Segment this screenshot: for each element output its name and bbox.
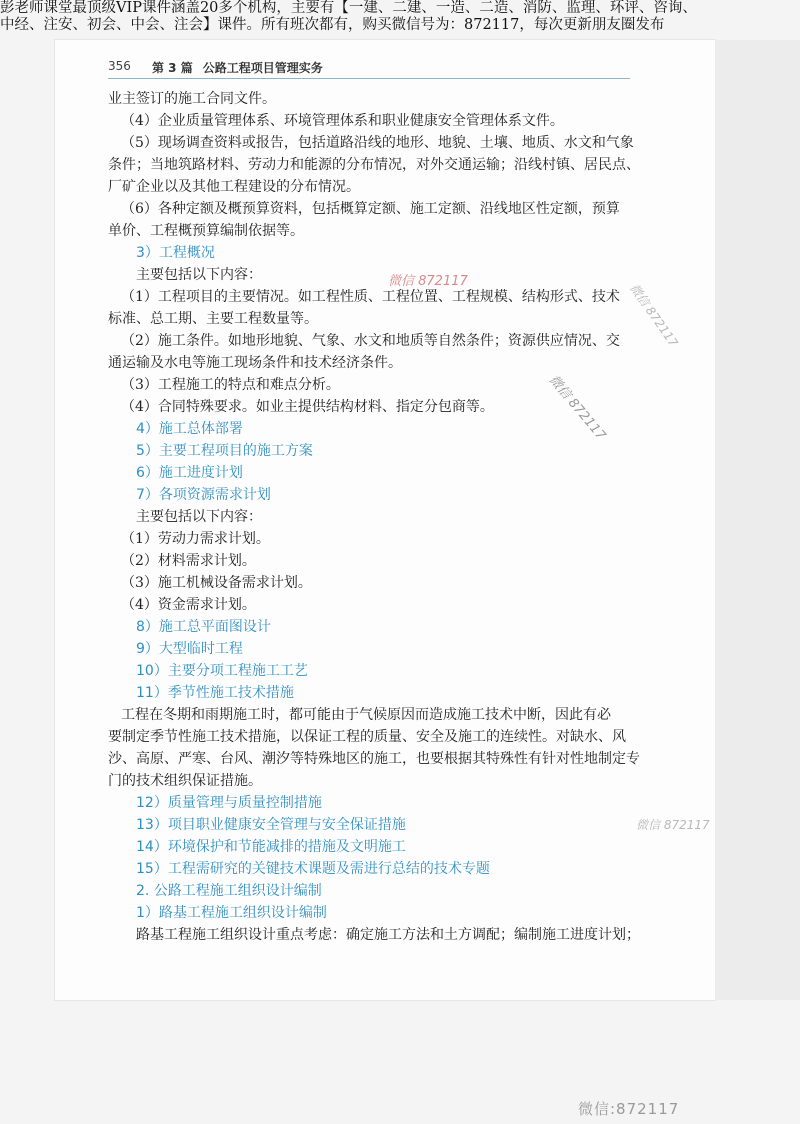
watermark-center: 微信 872117 <box>388 274 468 289</box>
text-line: （4）企业质量管理体系、环境管理体系和职业健康安全管理体系文件。 <box>121 113 564 129</box>
section-heading: 10）主要分项工程施工工艺 <box>136 663 308 679</box>
text-line: （6）各种定额及概预算资料，包括概算定额、施工定额、沿线地区性定额，预算 <box>121 201 620 217</box>
text-line: （4）合同特殊要求。如业主提供结构材料、指定分包商等。 <box>121 399 494 415</box>
text-line: 工程在冬期和雨期施工时，都可能由于气候原因而造成施工技术中断，因此有必 <box>121 707 611 723</box>
running-header <box>108 58 630 79</box>
section-heading: 7）各项资源需求计划 <box>136 487 271 503</box>
section-heading: 13）项目职业健康安全管理与安全保证措施 <box>136 817 406 833</box>
text-line: 门的技术组织保证措施。 <box>108 773 262 789</box>
text-line: 路基工程施工组织设计重点考虑：确定施工方法和土方调配；编制施工进度计划； <box>136 927 640 943</box>
watermark-footer: 微信:872117 <box>578 1100 680 1118</box>
text-line: （2）施工条件。如地形地貌、气象、水文和地质等自然条件；资源供应情况、交 <box>121 333 620 349</box>
watermark-right-top: 微信 872117 <box>626 281 681 350</box>
text-line: 沙、高原、严寒、台风、潮汐等特殊地区的施工，也要根据其特殊性有针对性地制定专 <box>108 751 640 767</box>
text-line: 通运输及水电等施工现场条件和技术经济条件。 <box>108 355 402 371</box>
text-line: （3）工程施工的特点和难点分析。 <box>121 377 340 393</box>
text-line: （1）工程项目的主要情况。如工程性质、工程位置、工程规模、结构形式、技术 <box>121 289 620 305</box>
section-heading: 8）施工总平面图设计 <box>136 619 271 635</box>
text-line: （2）材料需求计划。 <box>121 553 256 569</box>
text-line: 主要包括以下内容： <box>136 267 262 283</box>
section-heading: 9）大型临时工程 <box>136 641 243 657</box>
text-line: 厂矿企业以及其他工程建设的分布情况。 <box>108 179 360 195</box>
text-line: （5）现场调查资料或报告，包括道路沿线的地形、地貌、土壤、地质、水文和气象 <box>121 135 634 151</box>
text-line: （4）资金需求计划。 <box>121 597 256 613</box>
section-heading: 3）工程概况 <box>136 245 215 261</box>
page-margin-strip <box>715 40 800 1000</box>
section-heading: 4）施工总体部署 <box>136 421 243 437</box>
text-line: 条件；当地筑路材料、劳动力和能源的分布情况，对外交通运输；沿线村镇、居民点、 <box>108 157 640 173</box>
text-line: 主要包括以下内容： <box>136 509 262 525</box>
header-title <box>152 59 323 76</box>
section-heading: 5）主要工程项目的施工方案 <box>136 443 313 459</box>
promo-banner-line-2: 中经、注安、初会、中会、注会】课件。所有班次都有，购买微信号为：872117，每次更新朋友圈发布 <box>0 17 665 33</box>
page-number: 356 <box>108 59 131 73</box>
section-heading: 1）路基工程施工组织设计编制 <box>136 905 327 921</box>
text-line: 要制定季节性施工技术措施，以保证工程的质量、安全及施工的连续性。对缺水、风 <box>108 729 626 745</box>
watermark-right-low: 微信 872117 <box>636 818 710 832</box>
section-heading: 15）工程需研究的关键技术课题及需进行总结的技术专题 <box>136 861 490 877</box>
promo-banner-line-1: 彭老师课堂最顶级VIP课件涵盖20多个机构，主要有【一建、二建、一造、二造、消防、监理、环评、咨询、 <box>0 0 697 16</box>
section-heading: 2. 公路工程施工组织设计编制 <box>136 883 322 899</box>
text-line: 业主签订的施工合同文件。 <box>108 91 276 107</box>
text-line: （1）劳动力需求计划。 <box>121 531 270 547</box>
section-heading: 11）季节性施工技术措施 <box>136 685 294 701</box>
section-heading: 6）施工进度计划 <box>136 465 243 481</box>
watermark-right-mid: 微信 872117 <box>545 372 609 444</box>
section-heading: 14）环境保护和节能减排的措施及文明施工 <box>136 839 406 855</box>
promo-banner <box>0 0 800 34</box>
section-heading: 12）质量管理与质量控制措施 <box>136 795 322 811</box>
text-line: 单价、工程概预算编制依据等。 <box>108 223 304 239</box>
part-label: 第 3 篇 <box>152 61 193 75</box>
text-line: 标准、总工期、主要工程数量等。 <box>108 311 318 327</box>
text-line: （3）施工机械设备需求计划。 <box>121 575 312 591</box>
section-label: 公路工程项目管理实务 <box>202 61 323 75</box>
